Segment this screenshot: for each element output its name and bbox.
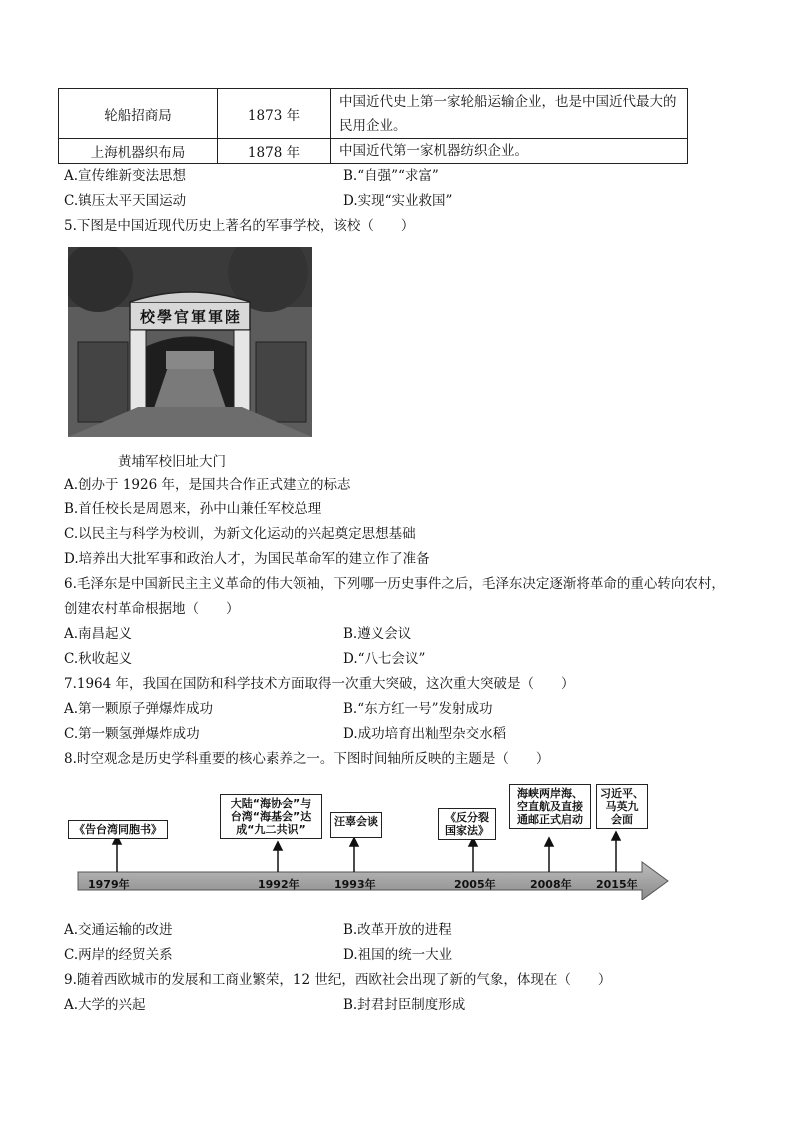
timeline-year: 2008年: [530, 878, 572, 891]
q5-stem: 5.下图是中国近现代历史上著名的军事学校，该校（ ）: [64, 218, 415, 234]
q5-option-d: D.培养出大批军事和政治人才，为国民革命军的建立作了准备: [64, 551, 430, 567]
timeline-year: 1993年: [334, 878, 376, 891]
q8-option-c: C.两岸的经贸关系: [64, 947, 173, 963]
timeline-event-text: 海峡两岸海、: [517, 787, 583, 800]
timeline-event-box: [438, 808, 496, 840]
table-row: [59, 139, 688, 164]
timeline-event-text: 《反分裂: [445, 811, 489, 824]
timeline-event-box: [596, 784, 648, 829]
q7-option-a: A.第一颗原子弹爆炸成功: [64, 701, 214, 717]
q9-option-b: B.封君封臣制度形成: [343, 997, 466, 1013]
timeline-event-text: 大陆“海协会”与: [230, 797, 312, 810]
timeline-event-text: 空直航及直接: [517, 800, 583, 813]
table-cell-year: 1878 年: [218, 139, 331, 164]
q8-option-d: D.祖国的统一大业: [343, 947, 453, 963]
table-row: [59, 89, 688, 139]
timeline-figure: [62, 780, 672, 900]
timeline-event-text: 习近平、: [600, 787, 644, 800]
q7-option-d: D.成功培育出籼型杂交水稻: [343, 726, 507, 742]
timeline-event-text: 《告台湾同胞书》: [74, 823, 162, 836]
photo-caption: 黄埔军校旧址大门: [118, 454, 226, 470]
timeline-event-box: [509, 784, 591, 829]
timeline-event-box: [220, 794, 322, 839]
q7-option-b: B.“东方红一号”发射成功: [343, 701, 493, 717]
table-cell-desc: [331, 89, 688, 139]
timeline-year: 1979年: [88, 878, 130, 891]
timeline-year: 1992年: [258, 878, 300, 891]
q5-option-a: A.创办于 1926 年，是国共合作正式建立的标志: [64, 477, 351, 493]
timeline-event-text: 会面: [611, 813, 633, 826]
q7-stem: 7.1964 年，我国在国防和科学技术方面取得一次重大突破，这次重大突破是（ ）: [64, 676, 575, 692]
q5-option-c: C.以民主与科学为校训，为新文化运动的兴起奠定思想基础: [64, 526, 416, 542]
timeline-event-box: [330, 812, 382, 838]
timeline-year: 2015年: [596, 878, 638, 891]
table-cell-name: 轮船招商局: [59, 89, 218, 139]
timeline-event-text: 成“九二共识”: [236, 823, 306, 836]
q4-option-c: C.镇压太平天国运动: [64, 193, 187, 209]
enterprise-table: [58, 88, 688, 164]
timeline-year: 2005年: [454, 878, 496, 891]
q4-option-d: D.实现“实业救国”: [343, 193, 453, 209]
q6-option-c: C.秋收起义: [64, 651, 133, 667]
q7-option-c: C.第一颗氢弹爆炸成功: [64, 726, 200, 742]
q8-option-b: B.改革开放的进程: [343, 922, 452, 938]
whampoa-gate-photo: [68, 247, 312, 437]
q9-stem: 9.随着西欧城市的发展和工商业繁荣，12 世纪，西欧社会出现了新的气象，体现在（ ）: [64, 972, 612, 988]
table-cell-year: 1873 年: [218, 89, 331, 139]
q6-option-d: D.“八七会议”: [343, 651, 426, 667]
q6-option-a: A.南昌起义: [64, 626, 133, 642]
q6-stem-line2: 创建农村革命根据地（ ）: [64, 601, 240, 617]
q5-option-b: B.首任校长是周恩来，孙中山兼任军校总理: [64, 501, 322, 517]
timeline-event-box: [68, 820, 168, 839]
timeline-event-text: 马英九: [605, 800, 639, 813]
q4-option-b: B.“自强”“求富”: [343, 168, 439, 184]
timeline-event-text: 台湾“海基会”达: [230, 810, 312, 823]
gate-illustration: [68, 247, 312, 437]
q8-stem: 8.时空观念是历史学科重要的核心素养之一。下图时间轴所反映的主题是（ ）: [64, 751, 550, 767]
timeline-event-text: 国家法》: [445, 824, 489, 837]
q6-stem-line1: 6.毛泽东是中国新民主主义革命的伟大领袖，下列哪一历史事件之后，毛泽东决定逐渐将革命的重心转向农村，: [64, 576, 725, 592]
table-cell-name: 上海机器织布局: [59, 139, 218, 164]
table-desc-line: 中国近代第一家机器纺织企业。: [339, 143, 528, 159]
q4-option-a: A.宣传维新变法思想: [64, 168, 187, 184]
q8-option-a: A.交通运输的改进: [64, 922, 173, 938]
table-desc-line: 民用企业。: [339, 117, 407, 134]
q6-option-b: B.遵义会议: [343, 626, 412, 642]
table-cell-desc: [331, 139, 688, 164]
gate-sign-text: 校學官軍軍陸: [139, 308, 242, 326]
timeline-event-text: 汪辜会谈: [334, 815, 378, 828]
table-desc-line: 中国近代史上第一家轮船运输企业，也是中国近代最大的: [339, 93, 677, 110]
q9-option-a: A.大学的兴起: [64, 997, 146, 1013]
timeline-event-text: 通邮正式启动: [517, 813, 583, 826]
